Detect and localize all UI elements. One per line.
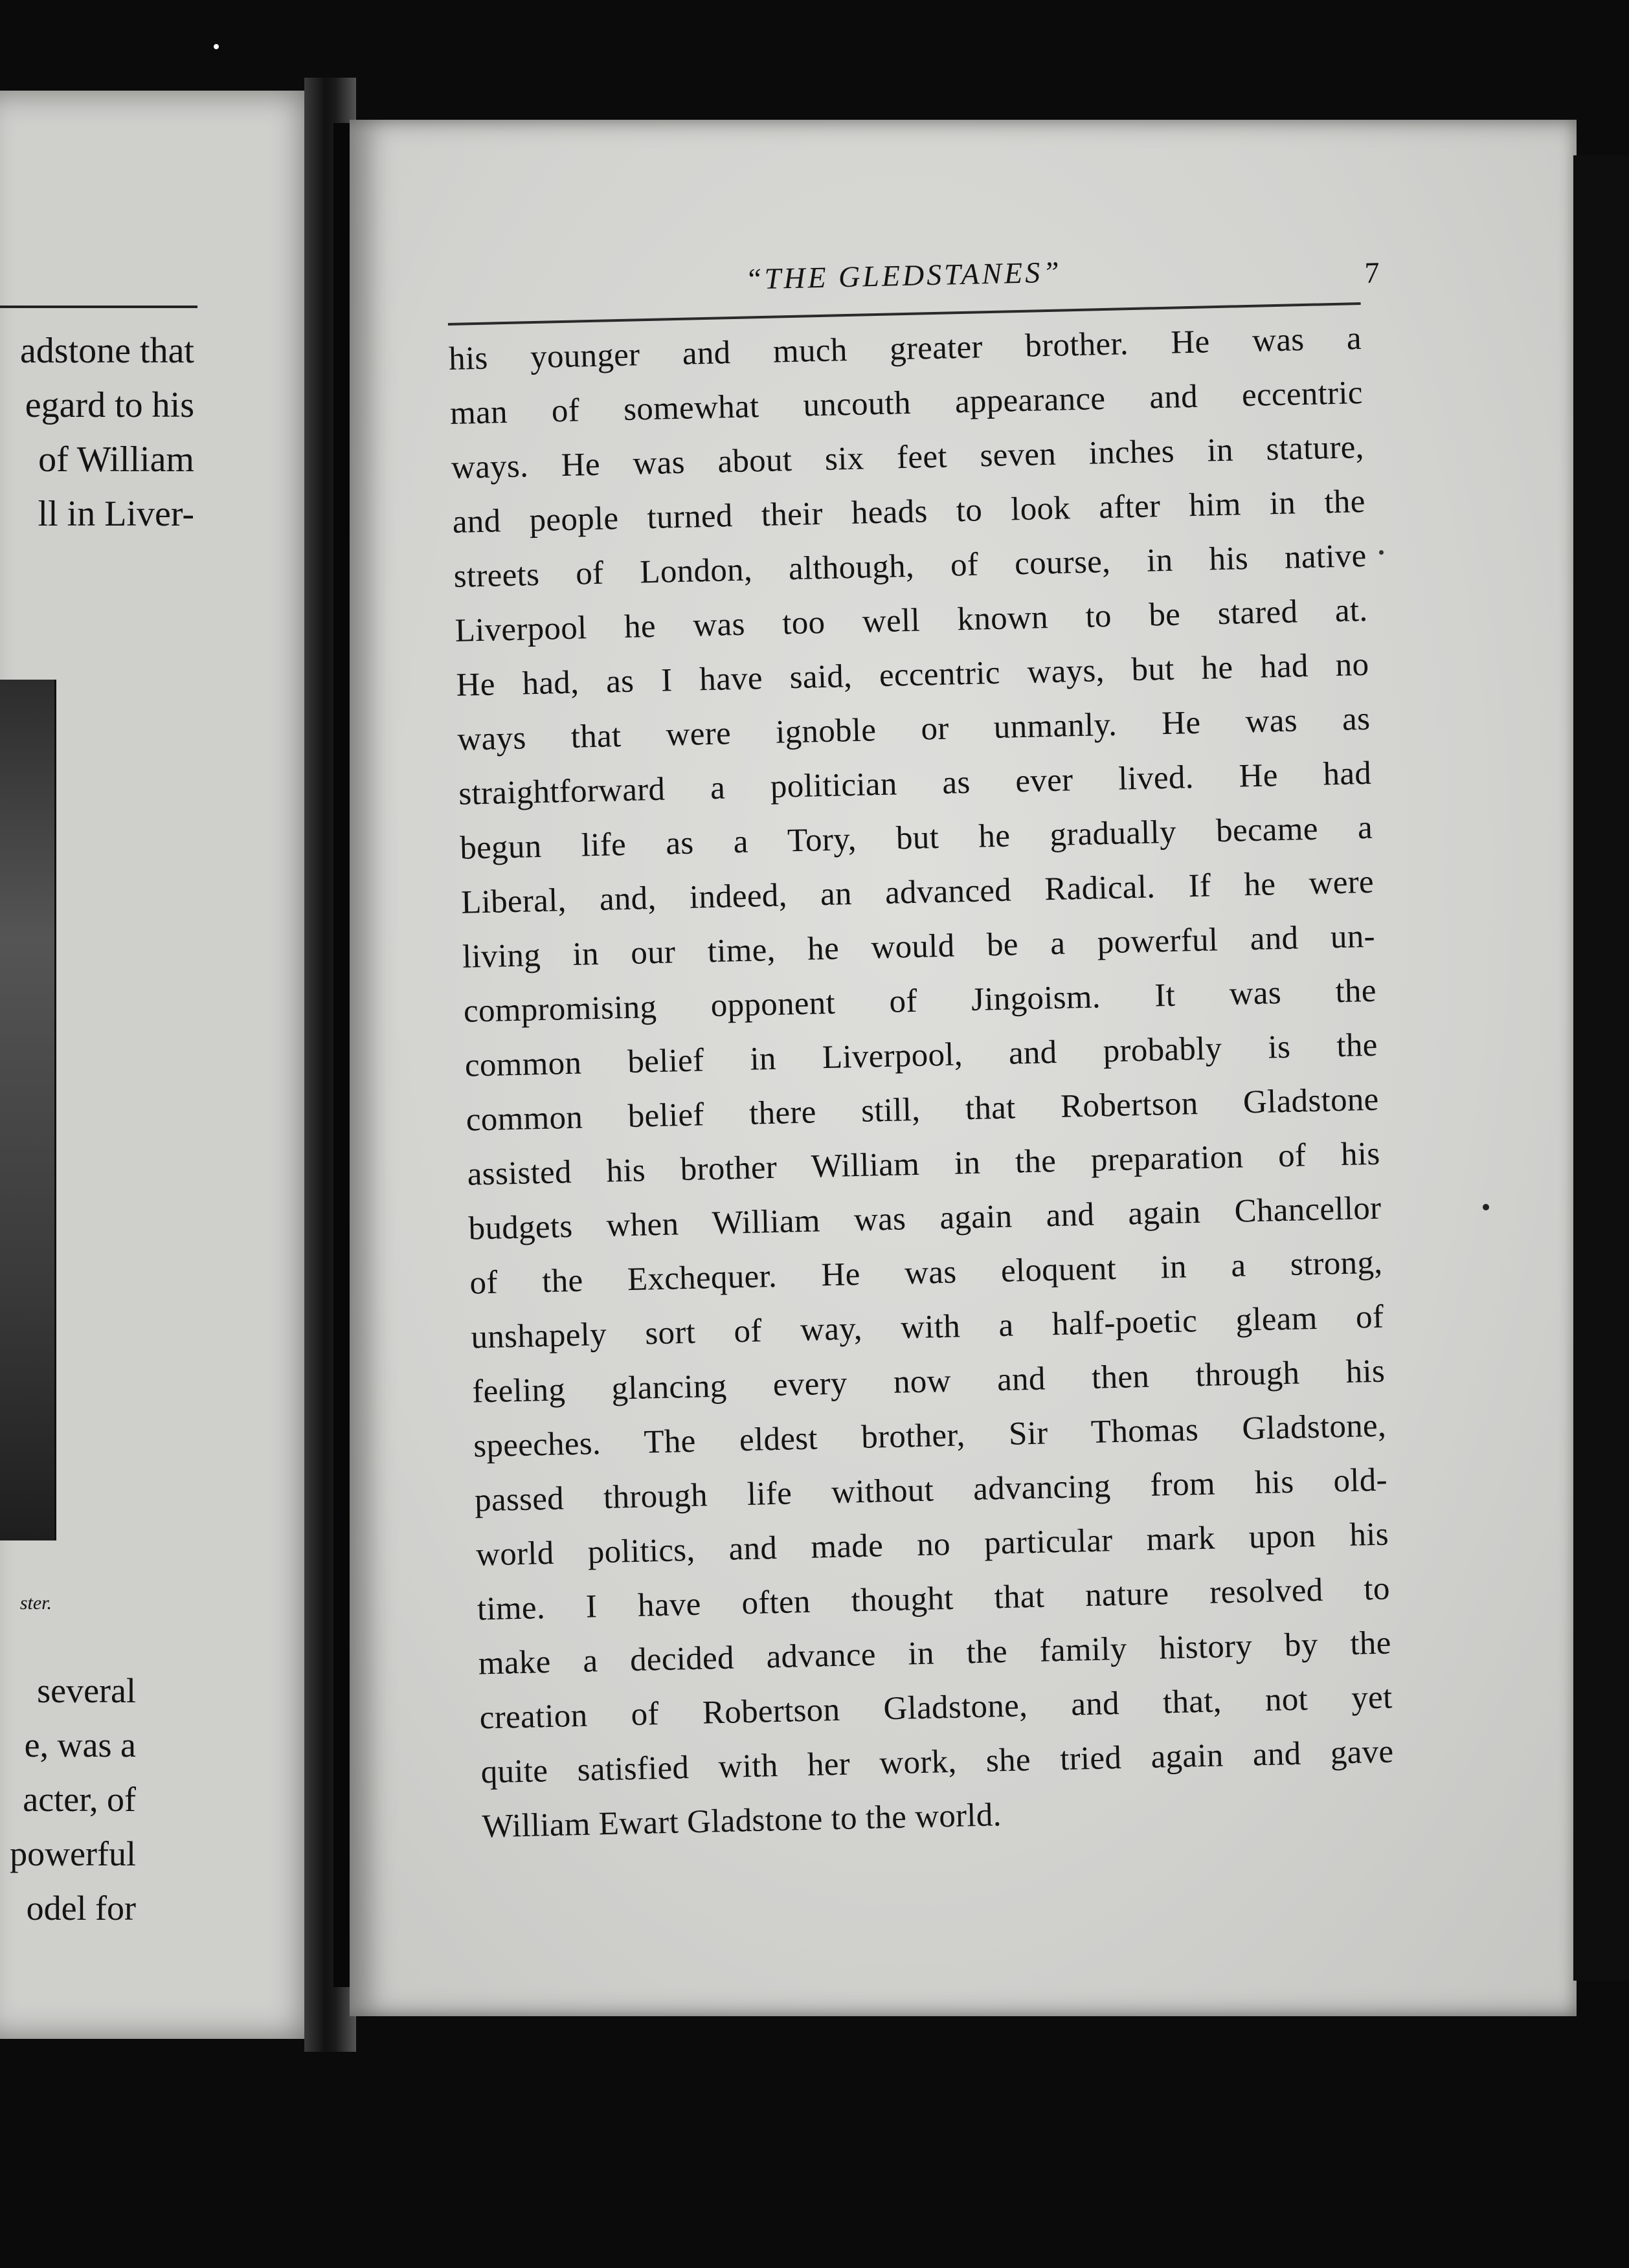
text-line: several	[37, 1671, 136, 1710]
text-line: Liberal, and, indeed, an advanced Radical. If he were	[460, 863, 1375, 921]
text-line: man of somewhat uncouth appearance and eccentric	[449, 374, 1364, 432]
illustration-caption: ster.	[19, 1592, 52, 1614]
text-line: his younger and much greater brother. He was a	[448, 320, 1362, 377]
text-line: passed through life without advancing from his old-	[474, 1462, 1388, 1519]
book-page	[350, 120, 1577, 2016]
text-line: powerful	[10, 1834, 136, 1873]
page-number: 7	[1364, 256, 1380, 289]
page-content	[447, 248, 1395, 1854]
dust-speck	[1379, 550, 1384, 555]
text-line: make a decided advance in the family history by the	[478, 1625, 1392, 1682]
text-line: assisted his brother William in the preparation of his	[467, 1135, 1381, 1193]
text-line: creation of Robertson Gladstone, and that, not yet	[479, 1679, 1393, 1737]
dust-speck	[1483, 1204, 1489, 1210]
text-line: quite satisfied with her work, she tried again and gave	[480, 1733, 1394, 1791]
text-line: ways that were ignoble or unmanly. He was as	[456, 700, 1371, 758]
text-line: feeling glancing every now and then through his	[471, 1353, 1386, 1410]
body-text	[448, 311, 1395, 1854]
text-line: compromising opponent of Jingoism. It was the	[463, 972, 1377, 1030]
text-line: ll in Liver-	[38, 494, 194, 534]
text-line: common belief in Liverpool, and probably is the	[464, 1027, 1378, 1084]
text-line: time. I have often thought that nature resolved to	[477, 1570, 1391, 1628]
running-title: “THE GLEDSTANES”	[745, 255, 1062, 296]
previous-page-text-bottom	[0, 1663, 136, 1935]
text-line: living in our time, he would be a powerful and un-	[462, 918, 1376, 975]
text-line: egard to his	[25, 385, 194, 425]
running-head	[447, 248, 1380, 320]
text-line: speeches. The eldest brother, Sir Thomas Gladstone,	[473, 1407, 1387, 1465]
text-line: William Ewart Gladstone to the world.	[481, 1797, 1002, 1845]
text-line: of the Exchequer. He was eloquent in a strong,	[469, 1244, 1383, 1302]
text-line: begun life as a Tory, but he gradually became a	[459, 809, 1373, 867]
text-line: of William	[38, 439, 194, 480]
text-line: e, was a	[24, 1726, 136, 1764]
portrait-illustration	[0, 680, 56, 1540]
text-line: acter, of	[23, 1780, 136, 1819]
text-line: unshapely sort of way, with a half-poetic gleam of	[470, 1298, 1384, 1356]
text-line: streets of London, although, of course, in his native	[453, 537, 1367, 595]
dust-speck	[214, 44, 219, 49]
page-edge-shadow	[1573, 155, 1629, 1981]
text-line: world politics, and made no particular mark upon his	[475, 1516, 1389, 1573]
text-line: ways. He was about six feet seven inches in stature,	[451, 428, 1365, 486]
text-line: and people turned their heads to look after him in the	[452, 483, 1366, 540]
text-line: adstone that	[19, 331, 194, 371]
text-line: He had, as I have said, eccentric ways, but he had no	[455, 646, 1369, 704]
previous-page	[0, 91, 324, 2039]
previous-page-header-rule	[0, 306, 197, 308]
text-line: common belief there still, that Robertson Gladstone	[466, 1081, 1380, 1139]
text-line: odel for	[26, 1889, 136, 1928]
text-line: Liverpool he was too well known to be stared at.	[455, 592, 1368, 649]
text-line: straightforward a politician as ever lived. He had	[458, 755, 1372, 812]
previous-page-text-top	[0, 324, 194, 541]
text-line: budgets when William was again and again Chancellor	[468, 1190, 1382, 1247]
